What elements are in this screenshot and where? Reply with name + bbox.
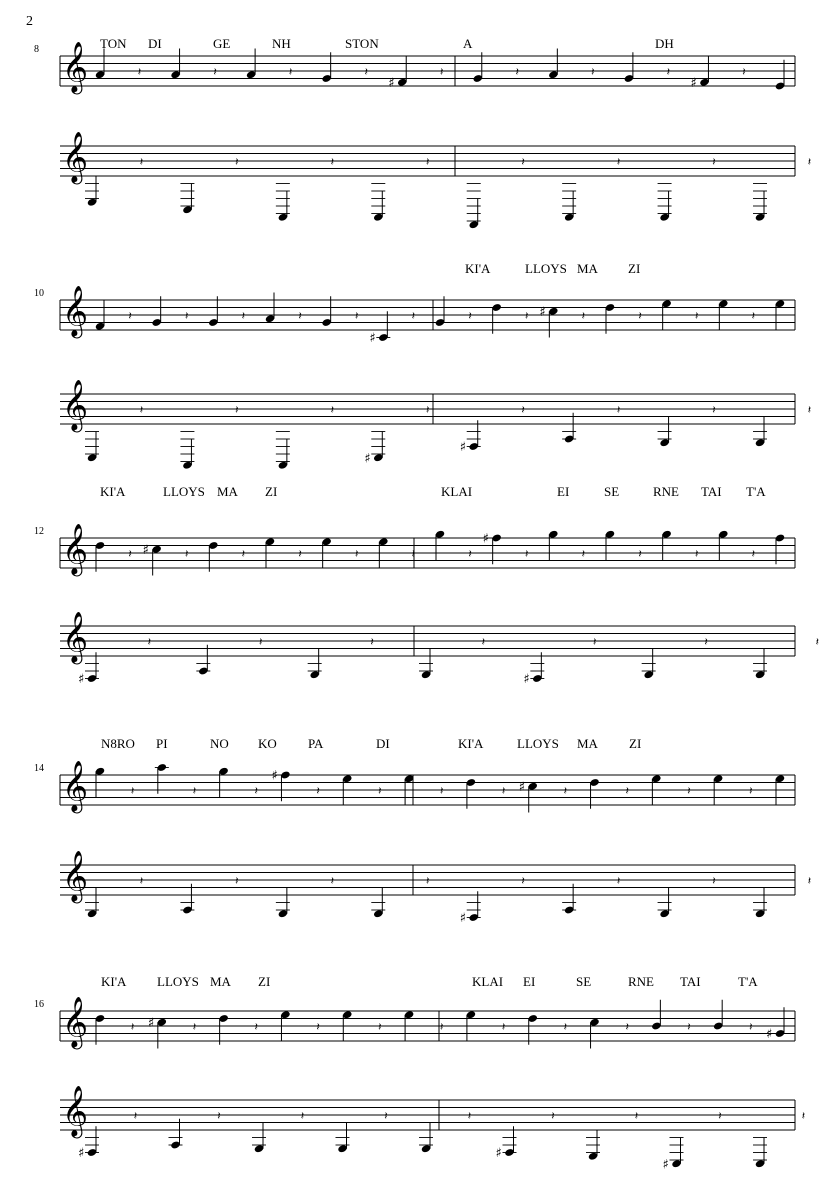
quarter-rest-icon: 𝄽 bbox=[128, 547, 132, 561]
quarter-rest-icon: 𝄽 bbox=[235, 403, 239, 417]
quarter-rest-icon: 𝄽 bbox=[355, 309, 359, 323]
sharp-icon: ♯ bbox=[459, 911, 467, 926]
lyric-syllable: T'A bbox=[746, 484, 766, 499]
quarter-rest-icon: 𝄽 bbox=[298, 309, 302, 323]
lyric-syllable: LLOYS bbox=[163, 484, 205, 499]
quarter-rest-icon: 𝄽 bbox=[378, 784, 382, 798]
quarter-rest-icon: 𝄽 bbox=[718, 1109, 722, 1123]
sharp-icon: ♯ bbox=[523, 672, 530, 687]
treble-clef-icon: 𝄞 bbox=[62, 850, 89, 902]
quarter-rest-icon: 𝄽 bbox=[501, 784, 506, 798]
sharp-icon: ♯ bbox=[271, 768, 278, 784]
quarter-rest-icon: 𝄽 bbox=[130, 1020, 135, 1034]
quarter-rest-icon: 𝄽 bbox=[440, 1020, 444, 1034]
quarter-rest-icon: 𝄽 bbox=[712, 403, 716, 417]
measure-number: 14 bbox=[34, 763, 44, 774]
quarter-rest-icon: 𝄽 bbox=[378, 1020, 382, 1034]
treble-clef-icon: 𝄞 bbox=[62, 996, 89, 1048]
lyric-syllable: PA bbox=[308, 736, 324, 751]
quarter-rest-icon: 𝄽 bbox=[288, 65, 293, 79]
lyric-syllable: ZI bbox=[629, 736, 642, 751]
sharp-icon: ♯ bbox=[369, 331, 376, 346]
quarter-rest-icon: 𝄽 bbox=[525, 547, 529, 561]
lyric-syllable: N8RO bbox=[101, 736, 135, 751]
lyric-syllable: DI bbox=[376, 736, 390, 751]
lyric-syllable: KO bbox=[258, 736, 277, 751]
sharp-icon: ♯ bbox=[766, 1027, 773, 1042]
quarter-rest-icon: 𝄽 bbox=[687, 1020, 691, 1034]
quarter-rest-icon: 𝄽 bbox=[241, 309, 246, 323]
quarter-rest-icon: 𝄽 bbox=[147, 635, 152, 649]
lyric-syllable: KI'A bbox=[465, 261, 491, 276]
treble-clef-icon: 𝄞 bbox=[62, 285, 89, 337]
lyric-syllable: A bbox=[463, 36, 473, 51]
lyric-syllable: PI bbox=[156, 736, 168, 751]
quarter-rest-icon: 𝄽 bbox=[426, 874, 430, 888]
lyric-syllable: NO bbox=[210, 736, 229, 751]
lyric-syllable: TON bbox=[100, 36, 127, 51]
lyric-syllable: MA bbox=[577, 736, 598, 751]
lyric-syllable: KLAI bbox=[472, 974, 504, 989]
quarter-rest-icon: 𝄽 bbox=[666, 65, 671, 79]
sharp-icon: ♯ bbox=[518, 779, 526, 795]
quarter-rest-icon: 𝄽 bbox=[581, 547, 586, 561]
quarter-rest-icon: 𝄽 bbox=[364, 65, 368, 79]
measure-number: 12 bbox=[34, 526, 44, 537]
quarter-rest-icon: 𝄽 bbox=[515, 65, 519, 79]
quarter-rest-icon: 𝄽 bbox=[330, 155, 334, 169]
quarter-rest-icon: 𝄽 bbox=[638, 547, 642, 561]
quarter-rest-icon: 𝄽 bbox=[411, 309, 416, 323]
quarter-rest-icon: 𝄽 bbox=[213, 65, 217, 79]
sharp-icon: ♯ bbox=[78, 672, 85, 687]
quarter-rest-icon: 𝄽 bbox=[525, 309, 529, 323]
quarter-rest-icon: 𝄽 bbox=[139, 403, 144, 417]
quarter-rest-icon: 𝄽 bbox=[254, 784, 258, 798]
quarter-rest-icon: 𝄽 bbox=[468, 547, 472, 561]
quarter-rest-icon: 𝄽 bbox=[638, 309, 642, 323]
lyric-syllable: KLAI bbox=[441, 484, 473, 499]
treble-clef-icon: 𝄞 bbox=[62, 131, 89, 183]
lyric-syllable: MA bbox=[577, 261, 598, 276]
quarter-rest-icon: 𝄽 bbox=[616, 874, 621, 888]
quarter-rest-icon: 𝄽 bbox=[300, 1109, 305, 1123]
lyric-syllable: LLOYS bbox=[517, 736, 559, 751]
quarter-rest-icon: 𝄽 bbox=[217, 1109, 221, 1123]
quarter-rest-icon: 𝄽 bbox=[411, 547, 416, 561]
quarter-rest-icon: 𝄽 bbox=[616, 403, 621, 417]
quarter-rest-icon: 𝄽 bbox=[128, 309, 132, 323]
lyric-syllable: MA bbox=[210, 974, 231, 989]
lyric-syllable: SE bbox=[576, 974, 592, 989]
sharp-icon: ♯ bbox=[662, 1157, 669, 1173]
quarter-rest-icon: 𝄽 bbox=[807, 403, 812, 417]
quarter-rest-icon: 𝄽 bbox=[370, 635, 374, 649]
quarter-rest-icon: 𝄽 bbox=[185, 309, 189, 323]
quarter-rest-icon: 𝄽 bbox=[695, 309, 699, 323]
quarter-rest-icon: 𝄽 bbox=[563, 1020, 568, 1034]
lyric-syllable: STON bbox=[345, 36, 379, 51]
sharp-icon: ♯ bbox=[364, 451, 371, 467]
quarter-rest-icon: 𝄽 bbox=[521, 874, 525, 888]
quarter-rest-icon: 𝄽 bbox=[704, 635, 708, 649]
measure-number: 8 bbox=[34, 44, 39, 55]
lyric-syllable: ZI bbox=[265, 484, 278, 499]
sharp-icon: ♯ bbox=[495, 1146, 502, 1161]
lyric-syllable: NH bbox=[272, 36, 291, 51]
quarter-rest-icon: 𝄽 bbox=[130, 784, 135, 798]
quarter-rest-icon: 𝄽 bbox=[316, 784, 320, 798]
quarter-rest-icon: 𝄽 bbox=[139, 155, 144, 169]
quarter-rest-icon: 𝄽 bbox=[440, 784, 444, 798]
quarter-rest-icon: 𝄽 bbox=[133, 1109, 138, 1123]
quarter-rest-icon: 𝄽 bbox=[634, 1109, 639, 1123]
treble-clef-icon: 𝄞 bbox=[62, 611, 89, 663]
measure-number: 10 bbox=[34, 288, 44, 299]
lyric-syllable: ZI bbox=[628, 261, 641, 276]
quarter-rest-icon: 𝄽 bbox=[616, 155, 621, 169]
quarter-rest-icon: 𝄽 bbox=[426, 403, 430, 417]
quarter-rest-icon: 𝄽 bbox=[468, 309, 472, 323]
quarter-rest-icon: 𝄽 bbox=[625, 784, 629, 798]
quarter-rest-icon: 𝄽 bbox=[137, 65, 142, 79]
lyric-syllable: EI bbox=[523, 974, 536, 989]
quarter-rest-icon: 𝄽 bbox=[192, 1020, 197, 1034]
quarter-rest-icon: 𝄽 bbox=[501, 1020, 506, 1034]
quarter-rest-icon: 𝄽 bbox=[581, 309, 586, 323]
sharp-icon: ♯ bbox=[482, 531, 489, 547]
lyric-syllable: EI bbox=[557, 484, 570, 499]
quarter-rest-icon: 𝄽 bbox=[254, 1020, 258, 1034]
quarter-rest-icon: 𝄽 bbox=[712, 874, 716, 888]
treble-clef-icon: 𝄞 bbox=[62, 760, 89, 812]
lyric-syllable: DH bbox=[655, 36, 674, 51]
lyric-syllable: RNE bbox=[628, 974, 654, 989]
sharp-icon: ♯ bbox=[147, 1015, 155, 1031]
lyric-syllable: TAI bbox=[701, 484, 722, 499]
treble-clef-icon: 𝄞 bbox=[62, 1085, 89, 1137]
quarter-rest-icon: 𝄽 bbox=[316, 1020, 320, 1034]
lyric-syllable: GE bbox=[213, 36, 231, 51]
quarter-rest-icon: 𝄽 bbox=[440, 65, 444, 79]
sharp-icon: ♯ bbox=[142, 542, 149, 558]
quarter-rest-icon: 𝄽 bbox=[330, 874, 334, 888]
quarter-rest-icon: 𝄽 bbox=[521, 155, 525, 169]
quarter-rest-icon: 𝄽 bbox=[259, 635, 263, 649]
quarter-rest-icon: 𝄽 bbox=[751, 309, 756, 323]
lyric-syllable: KI'A bbox=[458, 736, 484, 751]
lyric-syllable: LLOYS bbox=[525, 261, 567, 276]
lyric-syllable: T'A bbox=[738, 974, 758, 989]
lyric-syllable: TAI bbox=[680, 974, 701, 989]
quarter-rest-icon: 𝄽 bbox=[139, 874, 144, 888]
quarter-rest-icon: 𝄽 bbox=[521, 403, 525, 417]
quarter-rest-icon: 𝄽 bbox=[241, 547, 246, 561]
lyric-syllable: DI bbox=[148, 36, 162, 51]
lyric-syllable: RNE bbox=[653, 484, 679, 499]
quarter-rest-icon: 𝄽 bbox=[426, 155, 430, 169]
treble-clef-icon: 𝄞 bbox=[62, 41, 89, 93]
sharp-icon: ♯ bbox=[388, 75, 395, 91]
quarter-rest-icon: 𝄽 bbox=[185, 547, 189, 561]
sharp-icon: ♯ bbox=[690, 75, 697, 91]
quarter-rest-icon: 𝄽 bbox=[815, 635, 820, 649]
treble-clef-icon: 𝄞 bbox=[62, 523, 89, 575]
quarter-rest-icon: 𝄽 bbox=[749, 1020, 753, 1034]
quarter-rest-icon: 𝄽 bbox=[551, 1109, 555, 1123]
measure-number: 16 bbox=[34, 999, 44, 1010]
sharp-icon: ♯ bbox=[78, 1146, 85, 1161]
quarter-rest-icon: 𝄽 bbox=[593, 635, 597, 649]
treble-clef-icon: 𝄞 bbox=[62, 379, 89, 431]
quarter-rest-icon: 𝄽 bbox=[625, 1020, 629, 1034]
quarter-rest-icon: 𝄽 bbox=[235, 155, 239, 169]
quarter-rest-icon: 𝄽 bbox=[749, 784, 753, 798]
lyric-syllable: LLOYS bbox=[157, 974, 199, 989]
quarter-rest-icon: 𝄽 bbox=[712, 155, 716, 169]
quarter-rest-icon: 𝄽 bbox=[695, 547, 699, 561]
page-number: 2 bbox=[26, 14, 33, 29]
quarter-rest-icon: 𝄽 bbox=[355, 547, 359, 561]
sharp-icon: ♯ bbox=[459, 440, 467, 455]
quarter-rest-icon: 𝄽 bbox=[330, 403, 334, 417]
quarter-rest-icon: 𝄽 bbox=[807, 874, 812, 888]
quarter-rest-icon: 𝄽 bbox=[807, 155, 812, 169]
lyric-syllable: KI'A bbox=[100, 484, 126, 499]
quarter-rest-icon: 𝄽 bbox=[687, 784, 691, 798]
quarter-rest-icon: 𝄽 bbox=[192, 784, 197, 798]
lyric-syllable: SE bbox=[604, 484, 620, 499]
quarter-rest-icon: 𝄽 bbox=[235, 874, 239, 888]
quarter-rest-icon: 𝄽 bbox=[591, 65, 595, 79]
quarter-rest-icon: 𝄽 bbox=[563, 784, 568, 798]
quarter-rest-icon: 𝄽 bbox=[298, 547, 302, 561]
quarter-rest-icon: 𝄽 bbox=[384, 1109, 388, 1123]
quarter-rest-icon: 𝄽 bbox=[481, 635, 486, 649]
quarter-rest-icon: 𝄽 bbox=[742, 65, 746, 79]
lyric-syllable: ZI bbox=[258, 974, 271, 989]
quarter-rest-icon: 𝄽 bbox=[467, 1109, 472, 1123]
quarter-rest-icon: 𝄽 bbox=[801, 1109, 806, 1123]
lyric-syllable: KI'A bbox=[101, 974, 127, 989]
lyric-syllable: MA bbox=[217, 484, 238, 499]
quarter-rest-icon: 𝄽 bbox=[751, 547, 756, 561]
sharp-icon: ♯ bbox=[539, 304, 546, 320]
